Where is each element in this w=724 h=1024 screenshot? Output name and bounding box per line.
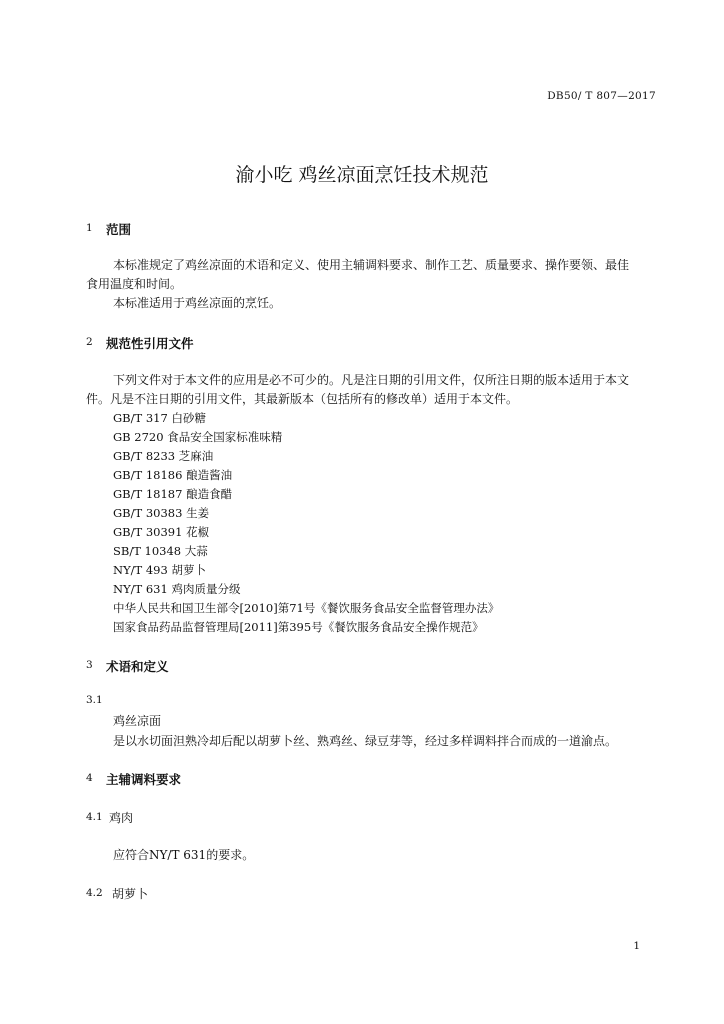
section-1-title: 范围 bbox=[106, 222, 132, 237]
reference-item: 中华人民共和国卫生部令[2010]第71号《餐饮服务食品安全监督管理办法》 bbox=[113, 601, 500, 615]
reference-item: GB/T 30383 生姜 bbox=[113, 506, 210, 520]
reference-item: NY/T 631 鸡肉质量分级 bbox=[113, 582, 241, 596]
section-4-number: 4 bbox=[86, 772, 93, 784]
reference-item: GB/T 8233 芝麻油 bbox=[113, 449, 214, 463]
subsection-4-1-title: 鸡肉 bbox=[109, 811, 134, 825]
section-1-para-1: 本标准规定了鸡丝凉面的术语和定义、使用主辅调料要求、制作工艺、质量要求、操作要领、最佳 bbox=[113, 258, 630, 272]
term-definition: 是以水切面泹熟冷却后配以胡萝卜丝、熟鸡丝、绿豆芽等，经过多样调料拌合而成的一道渝点。 bbox=[113, 734, 618, 748]
subsection-3-1-number: 3.1 bbox=[86, 694, 103, 706]
section-1-para-2: 本标准适用于鸡丝凉面的烹饪。 bbox=[113, 296, 282, 310]
standard-code: DB50/ T 807—2017 bbox=[547, 90, 656, 102]
reference-item: GB/T 317 白砂糖 bbox=[113, 411, 206, 425]
subsection-4-2-number: 4.2 bbox=[86, 887, 103, 899]
reference-item: GB/T 18187 酿造食醋 bbox=[113, 487, 233, 501]
reference-item: SB/T 10348 大蒜 bbox=[113, 544, 208, 558]
section-2-para-1: 下列文件对于本文件的应用是必不可少的。凡是注日期的引用文件，仅所注日期的版本适用于本文 bbox=[113, 373, 630, 387]
subsection-4-2-title: 胡萝卜 bbox=[112, 887, 149, 901]
reference-item: GB 2720 食品安全国家标准味精 bbox=[113, 430, 283, 444]
section-1-number: 1 bbox=[86, 222, 93, 234]
section-2-para-1-cont: 件。凡是不注日期的引用文件，其最新版本（包括所有的修改单）适用于本文件。 bbox=[86, 392, 519, 406]
reference-item: 国家食品药品监督管理局[2011]第395号《餐饮服务食品安全操作规范》 bbox=[113, 620, 484, 634]
document-title: 渝小吃 鸡丝凉面烹饪技术规范 bbox=[235, 164, 489, 186]
term-name: 鸡丝凉面 bbox=[113, 714, 162, 728]
section-4-title: 主辅调料要求 bbox=[106, 772, 182, 787]
subsection-4-1-text: 应符合NY/T 631的要求。 bbox=[113, 848, 255, 862]
reference-item: GB/T 18186 酿造酱油 bbox=[113, 468, 233, 482]
section-2-title: 规范性引用文件 bbox=[106, 336, 194, 351]
page-number: 1 bbox=[633, 940, 640, 952]
section-2-number: 2 bbox=[86, 336, 93, 348]
reference-item: NY/T 493 胡萝卜 bbox=[113, 563, 206, 577]
section-3-number: 3 bbox=[86, 659, 93, 671]
reference-item: GB/T 30391 花椒 bbox=[113, 525, 210, 539]
section-1-para-1-cont: 食用温度和时间。 bbox=[86, 277, 183, 291]
subsection-4-1-number: 4.1 bbox=[86, 811, 103, 823]
section-3-title: 术语和定义 bbox=[106, 659, 169, 674]
